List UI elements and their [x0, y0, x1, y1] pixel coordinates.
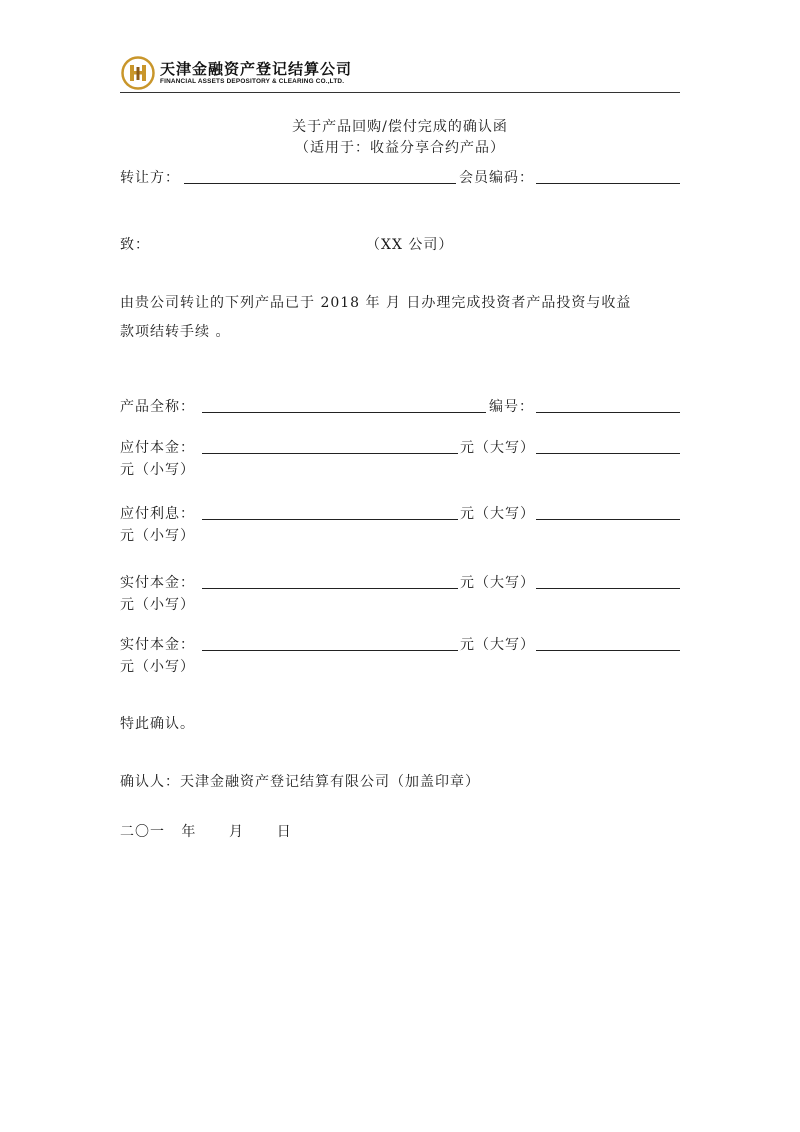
amount-row-label: 应付本金： [120, 440, 195, 456]
company-name-en: FINANCIAL ASSETS DEPOSITORY & CLEARING CO.,LTD. [160, 78, 345, 85]
amount-upper-suffix: 元（大写） [460, 506, 535, 522]
confirm-statement: 特此确认。 [120, 716, 195, 732]
amount-lower-suffix: 元（小写） [120, 462, 195, 478]
amount-lower-suffix: 元（小写） [120, 597, 195, 613]
document-subtitle: （适用于：收益分享合约产品） [295, 140, 505, 156]
transferor-label: 转让方： [120, 170, 180, 186]
date-line: 二〇一 年 月 日 [120, 824, 292, 840]
to-label: 致： [120, 237, 150, 253]
amount-row-label: 应付利息： [120, 506, 195, 522]
product-name-field[interactable] [202, 412, 486, 413]
amount-upper-suffix: 元（大写） [460, 637, 535, 653]
company-seal-icon [121, 56, 155, 90]
amount-upper-field[interactable] [536, 588, 680, 589]
header-divider [120, 92, 680, 93]
amount-upper-suffix: 元（大写） [460, 440, 535, 456]
amount-upper-field[interactable] [536, 453, 680, 454]
amount-lower-suffix: 元（小写） [120, 528, 195, 544]
amount-field[interactable] [202, 650, 458, 651]
amount-field[interactable] [202, 519, 458, 520]
to-company: （XX 公司） [366, 237, 454, 253]
amount-row-label: 实付本金： [120, 637, 195, 653]
member-code-label: 会员编码： [459, 170, 534, 186]
member-code-field[interactable] [536, 183, 680, 184]
document-title: 关于产品回购/偿付完成的确认函 [292, 119, 508, 135]
confirmer-line: 确认人：天津金融资产登记结算有限公司（加盖印章） [120, 774, 480, 790]
amount-row-label: 实付本金： [120, 575, 195, 591]
product-name-label: 产品全称： [120, 399, 195, 415]
company-name-cn: 天津金融资产登记结算公司 [160, 60, 353, 78]
amount-field[interactable] [202, 453, 458, 454]
body-paragraph-line2: 款项结转手续 。 [120, 324, 231, 340]
product-no-label: 编号： [489, 399, 534, 415]
amount-upper-suffix: 元（大写） [460, 575, 535, 591]
amount-field[interactable] [202, 588, 458, 589]
product-no-field[interactable] [536, 412, 680, 413]
amount-upper-field[interactable] [536, 519, 680, 520]
amount-lower-suffix: 元（小写） [120, 659, 195, 675]
amount-upper-field[interactable] [536, 650, 680, 651]
body-paragraph-line1: 由贵公司转让的下列产品已于 2018 年 月 日办理完成投资者产品投资与收益 [120, 295, 632, 311]
transferor-field[interactable] [184, 183, 456, 184]
